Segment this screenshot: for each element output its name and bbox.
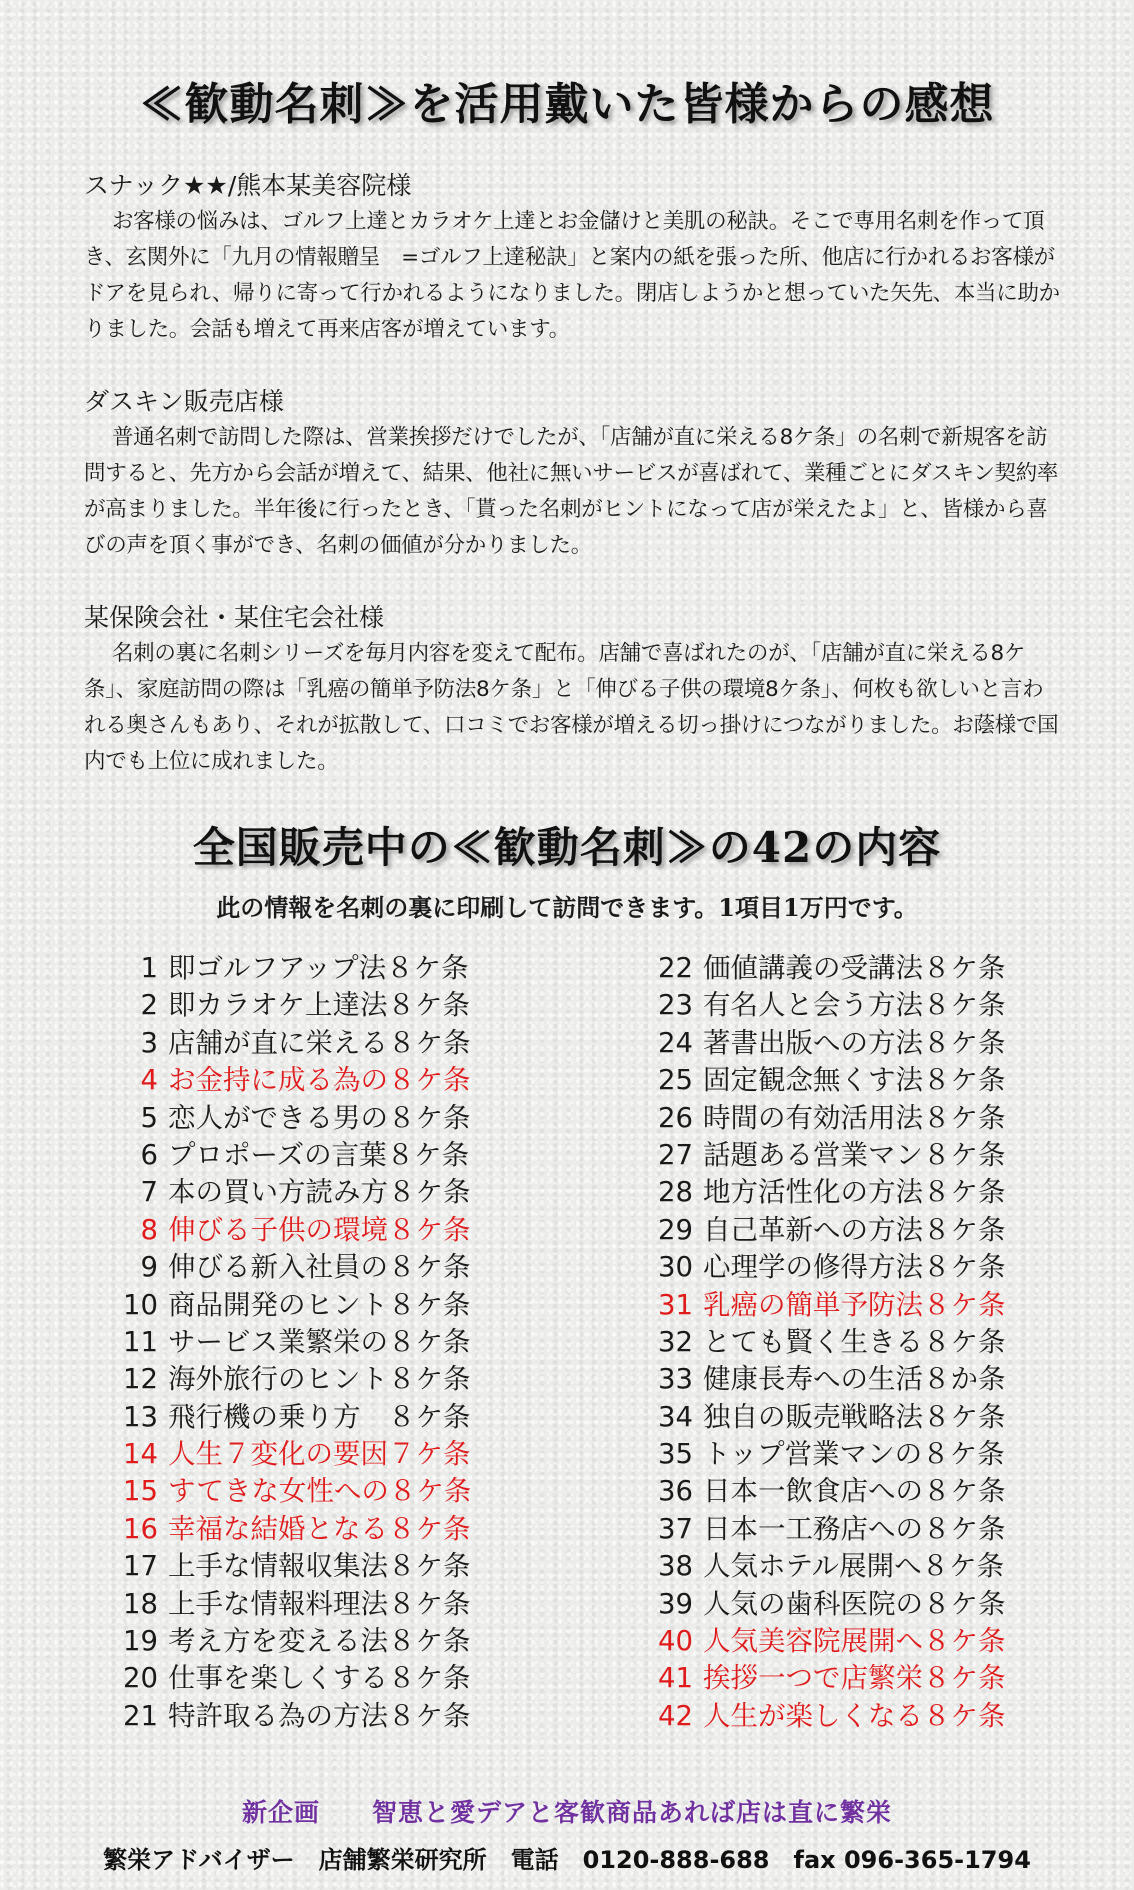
topic-number: 10 bbox=[123, 1288, 158, 1321]
topic-number: 27 bbox=[658, 1138, 693, 1171]
topic-item bbox=[108, 1062, 518, 1099]
topic-text: 時間の有効活用法８ケ条 bbox=[703, 1101, 1006, 1134]
topic-text: 人生が楽しくなる８ケ条 bbox=[703, 1699, 1006, 1732]
topic-text: 店舗が直に栄える８ケ条 bbox=[168, 1026, 471, 1059]
topic-item bbox=[108, 1324, 518, 1361]
testimonial-body: お客様の悩みは、ゴルフ上達とカラオケ上達とお金儲けと美肌の秘訣。そこで専用名刺を作って頂き、玄関外に「九月の情報贈呈 =ゴルフ上達秘訣」と案内の紙を張った所、他店に行かれるお客様がドアを見られ、帰りに寄って行かれるようになりました。閉店しようかと想っていた矢先、本当に助かりました。会話も増えて再来店客が増えています。 bbox=[84, 209, 1060, 342]
topic-text: 挨拶一つで店繁栄８ケ条 bbox=[703, 1662, 1006, 1695]
topic-item bbox=[647, 1660, 1107, 1697]
topic-text: プロポーズの言葉８ケ条 bbox=[168, 1138, 470, 1171]
topic-text: 伸びる子供の環境８ケ条 bbox=[168, 1213, 471, 1246]
topic-number: 2 bbox=[140, 989, 158, 1022]
topic-text: お金持に成る為の８ケ条 bbox=[168, 1064, 471, 1097]
topic-number: 15 bbox=[123, 1475, 158, 1508]
topic-number: 35 bbox=[658, 1438, 693, 1471]
topic-item bbox=[647, 950, 1107, 987]
topic-item bbox=[108, 1436, 518, 1473]
topic-number: 28 bbox=[658, 1176, 693, 1209]
topic-text: 人気美容院展開へ８ケ条 bbox=[703, 1625, 1006, 1658]
testimonials bbox=[84, 168, 1064, 816]
testimonial-body: 名刺の裏に名刺シリーズを毎月内容を変えて配布。店舗で喜ばれたのが、「店舗が直に栄える8ケ条」、家庭訪問の際は「乳癌の簡単予防法8ケ条」と「伸びる子供の環境8ケ条」、何枚も欲しいと言われる奥さんもあり、それが拡散して、口コミでお客様が増える切っ掛けにつながりました。お蔭様で国内でも上位に成れました。 bbox=[84, 641, 1059, 774]
topic-number: 6 bbox=[140, 1138, 158, 1171]
topic-number: 29 bbox=[658, 1213, 693, 1246]
topic-number: 26 bbox=[658, 1101, 693, 1134]
topic-item bbox=[108, 1249, 518, 1286]
topic-item bbox=[647, 1698, 1107, 1735]
topic-item bbox=[108, 1287, 518, 1324]
footer-plan: 新企画 智恵と愛デアと客歓商品あれば店は直に繁栄 bbox=[241, 1798, 892, 1827]
topic-text: 飛行機の乗り方 ８ケ条 bbox=[168, 1400, 471, 1433]
topic-item bbox=[647, 987, 1107, 1024]
topic-item bbox=[647, 1025, 1107, 1062]
topic-number: 23 bbox=[658, 989, 693, 1022]
topic-item bbox=[647, 1436, 1107, 1473]
topic-number: 37 bbox=[658, 1512, 693, 1545]
testimonial-heading: スナック★★/熊本某美容院様 bbox=[84, 171, 412, 200]
topic-text: 上手な情報収集法８ケ条 bbox=[168, 1550, 471, 1583]
topic-text: 仕事を楽しくする８ケ条 bbox=[168, 1662, 471, 1695]
topic-item bbox=[108, 950, 518, 987]
topic-text: 有名人と会う方法８ケ条 bbox=[703, 989, 1006, 1022]
topic-text: 話題ある営業マン８ケ条 bbox=[703, 1138, 1006, 1171]
topic-number: 17 bbox=[123, 1550, 158, 1583]
topic-number: 42 bbox=[658, 1699, 693, 1732]
topic-number: 1 bbox=[140, 952, 158, 984]
topic-number: 22 bbox=[658, 952, 693, 984]
topic-item bbox=[108, 1548, 518, 1585]
topic-item bbox=[108, 1623, 518, 1660]
topic-text: 健康長寿への生活８か条 bbox=[703, 1363, 1006, 1396]
topic-number: 16 bbox=[123, 1512, 158, 1545]
topic-text: 恋人ができる男の８ケ条 bbox=[168, 1101, 471, 1134]
topic-number: 8 bbox=[140, 1213, 158, 1246]
topic-item bbox=[108, 1698, 518, 1735]
topic-text: 商品開発のヒント８ケ条 bbox=[168, 1288, 471, 1321]
topic-number: 33 bbox=[658, 1363, 693, 1396]
topic-number: 13 bbox=[123, 1400, 158, 1433]
topic-item bbox=[108, 1511, 518, 1548]
topic-text: 上手な情報料理法８ケ条 bbox=[168, 1587, 471, 1620]
topic-item bbox=[647, 1511, 1107, 1548]
topic-number: 3 bbox=[140, 1026, 158, 1059]
topic-item bbox=[647, 1287, 1107, 1324]
topic-text: 日本一飲食店への８ケ条 bbox=[703, 1475, 1006, 1508]
topic-number: 19 bbox=[123, 1625, 158, 1658]
topic-number: 24 bbox=[658, 1026, 693, 1059]
topic-item bbox=[108, 1399, 518, 1436]
topic-number: 41 bbox=[658, 1662, 693, 1695]
topic-number: 34 bbox=[658, 1400, 693, 1433]
topic-item bbox=[108, 1660, 518, 1697]
topic-item bbox=[108, 1361, 518, 1398]
topic-number: 38 bbox=[658, 1550, 693, 1583]
topic-item bbox=[108, 1586, 518, 1623]
topic-item bbox=[647, 1100, 1107, 1137]
topic-text: 心理学の修得方法８ケ条 bbox=[703, 1251, 1006, 1284]
topic-number: 18 bbox=[123, 1587, 158, 1620]
topic-item bbox=[647, 1399, 1107, 1436]
topic-item bbox=[108, 1137, 518, 1174]
testimonial bbox=[84, 384, 1064, 564]
topic-text: 地方活性化の方法８ケ条 bbox=[703, 1176, 1006, 1209]
topic-number: 39 bbox=[658, 1587, 693, 1620]
topic-item bbox=[647, 1249, 1107, 1286]
topic-text: 海外旅行のヒント８ケ条 bbox=[168, 1363, 471, 1396]
topic-item bbox=[647, 1548, 1107, 1585]
topic-text: 本の買い方読み方８ケ条 bbox=[168, 1176, 471, 1209]
topic-number: 5 bbox=[140, 1101, 158, 1134]
topic-item bbox=[647, 1361, 1107, 1398]
topic-text: 価値講義の受講法８ケ条 bbox=[703, 952, 1006, 984]
testimonial bbox=[84, 168, 1064, 348]
topic-number: 21 bbox=[123, 1699, 158, 1732]
topic-text: 特許取る為の方法８ケ条 bbox=[168, 1699, 471, 1732]
topic-item bbox=[108, 1025, 518, 1062]
footer-contact: 繁栄アドバイザー 店舗繁栄研究所 電話 0120-888-688 fax 096-365-1794 bbox=[103, 1846, 1031, 1874]
topic-list-left bbox=[108, 950, 518, 1735]
topic-item bbox=[108, 1212, 518, 1249]
topic-text: 伸びる新入社員の８ケ条 bbox=[168, 1251, 471, 1284]
topic-number: 32 bbox=[658, 1325, 693, 1358]
topic-text: 乳癌の簡単予防法８ケ条 bbox=[703, 1288, 1006, 1321]
topic-item bbox=[647, 1473, 1107, 1510]
topic-item bbox=[647, 1212, 1107, 1249]
topic-text: 考え方を変える法８ケ条 bbox=[168, 1625, 471, 1658]
topic-text: 独自の販売戦略法８ケ条 bbox=[703, 1400, 1006, 1433]
topic-item bbox=[647, 1623, 1107, 1660]
page-title: ≪歓動名刺≫を活用戴いた皆様からの感想 bbox=[139, 79, 995, 130]
topic-text: 人生７変化の要因７ケ条 bbox=[168, 1438, 471, 1471]
topic-number: 36 bbox=[658, 1475, 693, 1508]
topic-list-right bbox=[647, 950, 1107, 1735]
topic-number: 9 bbox=[140, 1251, 158, 1284]
topic-number: 31 bbox=[658, 1288, 693, 1321]
testimonial-body: 普通名刺で訪問した際は、営業挨拶だけでしたが、「店舗が直に栄える8ケ条」の名刺で新規客を訪問すると、先方から会話が増えて、結果、他社に無いサービスが喜ばれて、業種ごとにダスキン契約率が高まりました。半年後に行ったとき、「貰った名刺がヒントになって店が栄えたよ」と、皆様から喜びの声を頂く事ができ、名刺の価値が分かりました。 bbox=[84, 425, 1059, 558]
topic-number: 25 bbox=[658, 1064, 693, 1097]
topic-text: 著書出版への方法８ケ条 bbox=[703, 1026, 1006, 1059]
topic-text: 人気ホテル展開へ８ケ条 bbox=[703, 1550, 1005, 1583]
topic-text: 固定観念無くす法８ケ条 bbox=[703, 1064, 1006, 1097]
topic-text: 即ゴルフアップ法８ケ条 bbox=[168, 952, 469, 984]
topic-text: 人気の歯科医院の８ケ条 bbox=[703, 1587, 1006, 1620]
topic-text: すてきな女性への８ケ条 bbox=[168, 1475, 472, 1508]
topic-text: とても賢く生きる８ケ条 bbox=[703, 1325, 1006, 1358]
topic-number: 14 bbox=[123, 1438, 158, 1471]
topic-number: 7 bbox=[140, 1176, 158, 1209]
testimonial-heading: ダスキン販売店様 bbox=[84, 387, 284, 416]
topic-number: 12 bbox=[123, 1363, 158, 1396]
topic-item bbox=[647, 1062, 1107, 1099]
topic-number: 30 bbox=[658, 1251, 693, 1284]
topic-number: 11 bbox=[123, 1325, 158, 1358]
topic-item bbox=[647, 1324, 1107, 1361]
section-subtitle: 此の情報を名刺の裏に印刷して訪問できます。1項目1万円です。 bbox=[216, 893, 918, 922]
testimonial bbox=[84, 600, 1064, 780]
topic-text: サービス業繁栄の８ケ条 bbox=[168, 1325, 471, 1358]
testimonial-heading: 某保険会社・某住宅会社様 bbox=[84, 603, 385, 632]
section-title: 全国販売中の≪歓動名刺≫の42の内容 bbox=[192, 823, 942, 872]
topic-number: 4 bbox=[140, 1064, 158, 1097]
topic-number: 20 bbox=[123, 1662, 158, 1695]
topic-item bbox=[108, 987, 518, 1024]
topic-text: 自己革新への方法８ケ条 bbox=[703, 1213, 1006, 1246]
topic-item bbox=[647, 1586, 1107, 1623]
topic-item bbox=[108, 1473, 518, 1510]
topic-text: 即カラオケ上達法８ケ条 bbox=[168, 989, 470, 1022]
topic-item bbox=[647, 1174, 1107, 1211]
topic-text: 幸福な結婚となる８ケ条 bbox=[168, 1512, 471, 1545]
topic-text: トップ営業マンの８ケ条 bbox=[703, 1438, 1005, 1471]
topic-item bbox=[108, 1100, 518, 1137]
topic-text: 日本一工務店への８ケ条 bbox=[703, 1512, 1006, 1545]
topic-item bbox=[647, 1137, 1107, 1174]
topic-item bbox=[108, 1174, 518, 1211]
topic-number: 40 bbox=[658, 1625, 693, 1658]
